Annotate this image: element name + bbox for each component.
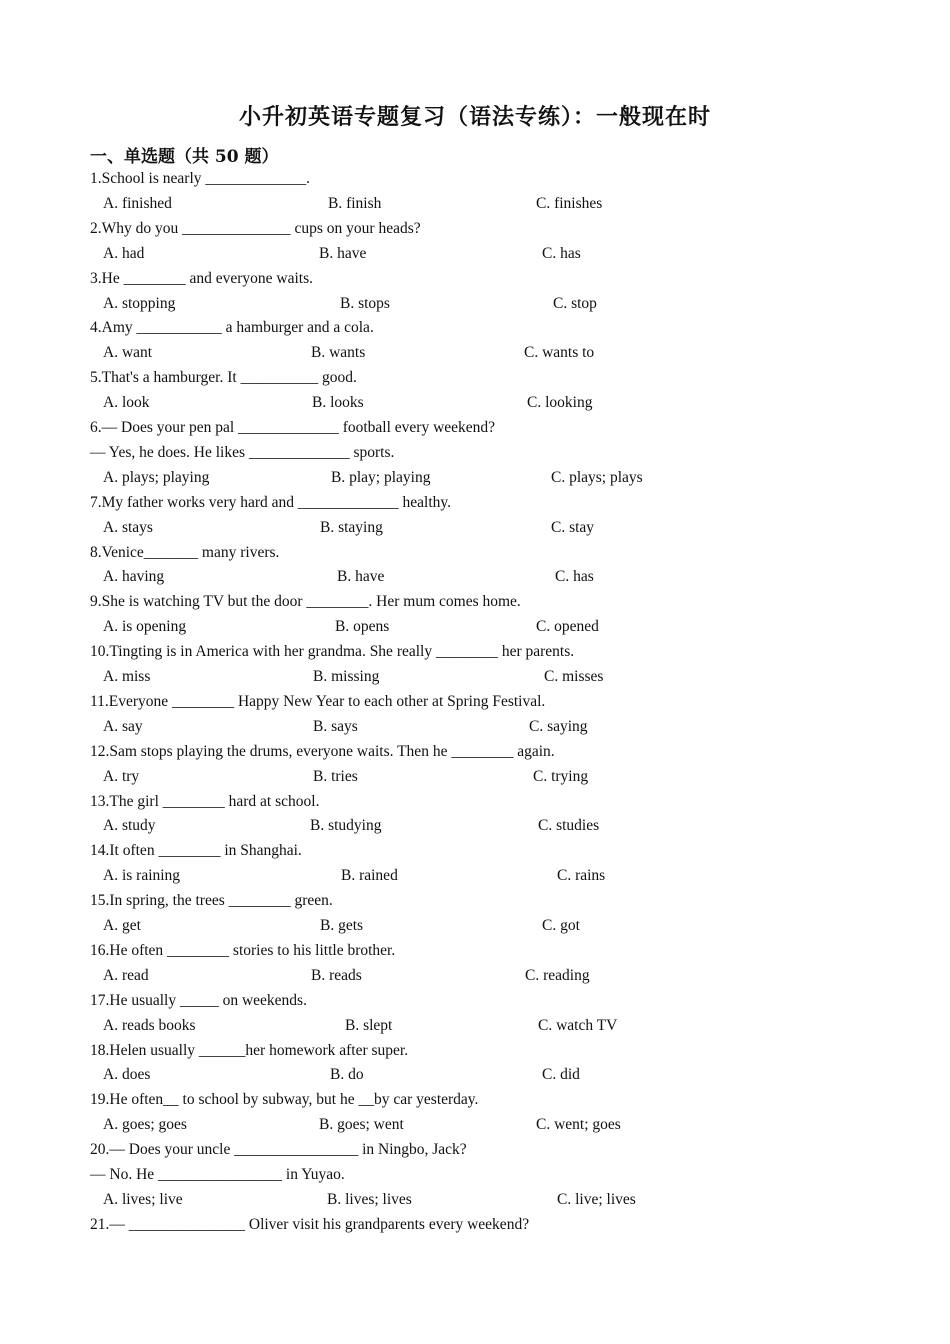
question-11-text: 11.Everyone ________ Happy New Year to each other at Spring Festival. xyxy=(90,692,546,710)
question-10-option-a: A. miss xyxy=(103,668,151,685)
question-16-text: 16.He often ________ stories to his little brother. xyxy=(90,941,396,959)
question-15-text: 15.In spring, the trees ________ green. xyxy=(90,892,333,910)
question-18-option-b: B. do xyxy=(330,1066,364,1084)
question-5-option-c: C. looking xyxy=(527,394,593,412)
question-5-text: 5.That's a hamburger. It __________ good. xyxy=(90,369,357,387)
question-4-option-b: B. wants xyxy=(311,344,366,362)
question-13-text: 13.The girl ________ hard at school. xyxy=(90,792,320,810)
question-18-option-c: C. did xyxy=(542,1066,580,1084)
question-3-text: 3.He ________ and everyone waits. xyxy=(90,269,313,287)
question-1-option-a: A. finished xyxy=(103,194,172,212)
section-heading: 一、单选题（共 50 题） xyxy=(90,147,279,167)
question-4-option-c: C. wants to xyxy=(524,344,595,362)
question-7-option-a: A. stays xyxy=(103,518,153,536)
question-17-option-a: A. reads books xyxy=(103,1016,196,1034)
question-7-option-c: C. stay xyxy=(551,518,595,536)
question-12-option-b: B. tries xyxy=(313,767,358,785)
question-14-text: 14.It often ________ in Shanghai. xyxy=(90,842,302,860)
question-11-option-a: A. say xyxy=(103,717,143,735)
question-16-option-b: B. reads xyxy=(311,966,362,984)
question-20-option-b: B. lives; lives xyxy=(327,1190,412,1208)
question-17-option-b: B. slept xyxy=(345,1016,393,1034)
question-11-option-c: C. saying xyxy=(529,717,588,735)
question-4-option-a: A. want xyxy=(103,344,153,362)
question-6-option-b: B. play; playing xyxy=(331,468,431,486)
question-14-option-c: C. rains xyxy=(557,867,606,885)
question-10-option-b: B. missing xyxy=(313,668,380,685)
question-1-option-c: C. finishes xyxy=(536,194,603,212)
question-8-option-c: C. has xyxy=(555,568,594,586)
question-2-option-c: C. has xyxy=(542,244,581,262)
question-16-option-a: A. read xyxy=(103,966,149,984)
question-3-option-a: A. stopping xyxy=(103,294,176,312)
question-1-text: 1.School is nearly _____________. xyxy=(90,170,310,187)
question-10-option-c: C. misses xyxy=(544,668,604,685)
question-5-option-b: B. looks xyxy=(312,394,364,412)
question-11-option-b: B. says xyxy=(313,717,358,735)
question-20-text: — No. He ________________ in Yuyao. xyxy=(90,1166,345,1183)
question-20-option-a: A. lives; live xyxy=(103,1190,183,1208)
question-4-text: 4.Amy ___________ a hamburger and a cola. xyxy=(90,319,374,337)
question-12-text: 12.Sam stops playing the drums, everyone waits. Then he ________ again. xyxy=(90,742,555,760)
question-15-option-b: B. gets xyxy=(320,917,364,934)
question-15-option-c: C. got xyxy=(542,917,580,934)
question-10-text: 10.Tingting is in America with her grandma. She really ________ her parents. xyxy=(90,643,575,661)
question-19-option-c: C. went; goes xyxy=(536,1116,621,1134)
question-21-text: 21.— _______________ Oliver visit his grandparents every weekend? xyxy=(90,1215,530,1233)
question-2-text: 2.Why do you ______________ cups on your heads? xyxy=(90,219,421,237)
question-13-option-b: B. studying xyxy=(310,817,382,835)
question-18-option-a: A. does xyxy=(103,1066,151,1084)
question-17-text: 17.He usually _____ on weekends. xyxy=(90,991,307,1009)
question-20-option-c: C. live; lives xyxy=(557,1190,636,1208)
question-6-text: — Yes, he does. He likes _____________ sports. xyxy=(90,443,395,461)
question-12-option-a: A. try xyxy=(103,767,140,785)
question-9-text: 9.She is watching TV but the door ________. Her mum comes home. xyxy=(90,593,521,611)
question-6-text: 6.— Does your pen pal _____________ football every weekend? xyxy=(90,419,496,436)
question-12-option-c: C. trying xyxy=(533,767,589,785)
page-title: 小升初英语专题复习（语法专练）：一般现在时 xyxy=(238,104,711,130)
question-13-option-c: C. studies xyxy=(538,817,600,835)
question-19-text: 19.He often__ to school by subway, but he __by car yesterday. xyxy=(90,1091,479,1109)
question-1-option-b: B. finish xyxy=(328,194,382,212)
question-6-option-c: C. plays; plays xyxy=(551,468,643,486)
question-2-option-b: B. have xyxy=(319,244,367,262)
question-13-option-a: A. study xyxy=(103,817,156,835)
question-19-option-a: A. goes; goes xyxy=(103,1116,187,1134)
question-9-option-a: A. is opening xyxy=(103,618,187,636)
question-20-text: 20.— Does your uncle ________________ in Ningbo, Jack? xyxy=(90,1141,467,1159)
question-9-option-c: C. opened xyxy=(536,618,599,636)
question-7-option-b: B. staying xyxy=(320,518,383,536)
question-8-option-b: B. have xyxy=(337,568,385,586)
question-3-option-c: C. stop xyxy=(553,294,597,312)
question-16-option-c: C. reading xyxy=(525,966,590,984)
question-5-option-a: A. look xyxy=(103,394,150,412)
question-17-option-c: C. watch TV xyxy=(538,1016,618,1034)
question-7-text: 7.My father works very hard and _____________ healthy. xyxy=(90,493,452,511)
question-19-option-b: B. goes; went xyxy=(319,1116,404,1134)
question-2-option-a: A. had xyxy=(103,244,145,262)
question-3-option-b: B. stops xyxy=(340,294,390,312)
question-6-option-a: A. plays; playing xyxy=(103,468,210,486)
question-15-option-a: A. get xyxy=(103,917,141,934)
question-14-option-b: B. rained xyxy=(341,867,398,885)
question-14-option-a: A. is raining xyxy=(103,867,181,885)
question-18-text: 18.Helen usually ______her homework after super. xyxy=(90,1041,409,1059)
question-9-option-b: B. opens xyxy=(335,618,390,636)
question-8-text: 8.Venice_______ many rivers. xyxy=(90,543,280,561)
question-8-option-a: A. having xyxy=(103,568,165,586)
